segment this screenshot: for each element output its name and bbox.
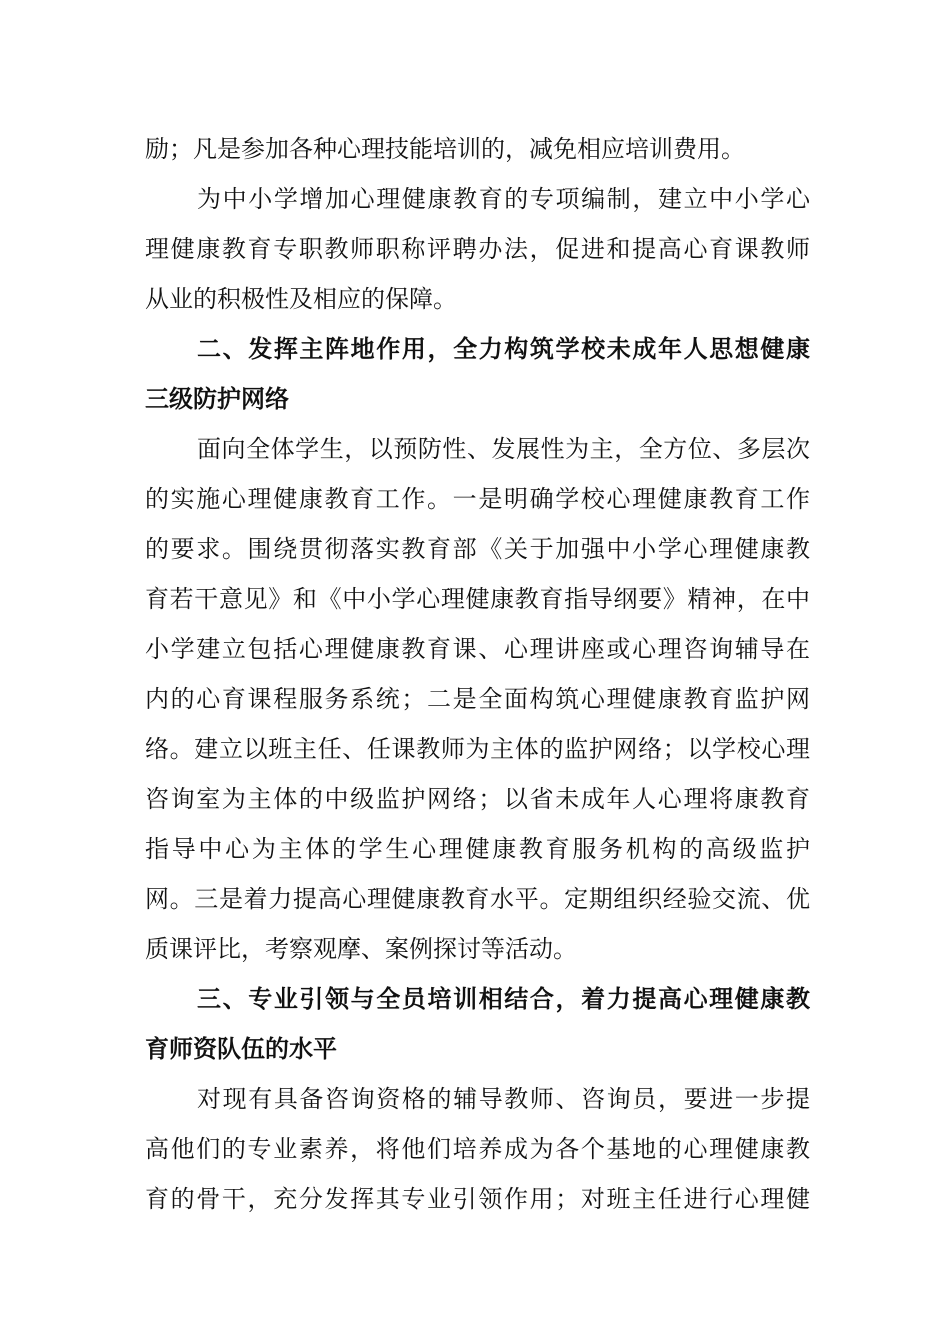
body-paragraph (145, 124, 810, 174)
text-line: 高他们的专业素养，将他们培养成为各个基地的心理健康教 (145, 1135, 810, 1163)
document-page (145, 124, 810, 1224)
section-heading (145, 974, 810, 1074)
heading-line: 三、专业引领与全员培训相结合，着力提高心理健康教 (197, 984, 810, 1013)
text-line: 理健康教育专职教师职称评聘办法，促进和提高心育课教师 (145, 235, 810, 263)
text-line: 的要求。围绕贯彻落实教育部《关于加强中小学心理健康教 (145, 535, 810, 563)
text-line: 为中小学增加心理健康教育的专项编制，建立中小学心 (197, 185, 810, 213)
text-line: 指导中心为主体的学生心理健康教育服务机构的高级监护 (145, 835, 810, 863)
text-line: 内的心育课程服务系统；二是全面构筑心理健康教育监护网 (145, 685, 810, 713)
text-line: 的实施心理健康教育工作。一是明确学校心理健康教育工作 (145, 485, 810, 513)
text-line: 育若干意见》和《中小学心理健康教育指导纲要》精神，在中 (145, 585, 810, 613)
text-line: 育的骨干，充分发挥其专业引领作用；对班主任进行心理健 (145, 1185, 810, 1213)
text-line: 对现有具备咨询资格的辅导教师、咨询员，要进一步提 (197, 1085, 810, 1113)
body-paragraph (145, 424, 810, 974)
heading-line: 育师资队伍的水平 (145, 1034, 337, 1063)
body-paragraph (145, 174, 810, 324)
text-line: 咨询室为主体的中级监护网络；以省未成年人心理将康教育 (145, 785, 810, 813)
text-line: 从业的积极性及相应的保障。 (145, 285, 457, 313)
section-heading (145, 324, 810, 424)
heading-line: 三级防护网络 (145, 384, 289, 413)
text-line: 励；凡是参加各种心理技能培训的，减免相应培训费用。 (145, 135, 745, 163)
body-paragraph (145, 1074, 810, 1224)
text-line: 小学建立包括心理健康教育课、心理讲座或心理咨询辅导在 (145, 635, 810, 663)
heading-line: 二、发挥主阵地作用，全力构筑学校未成年人思想健康 (197, 334, 810, 363)
text-line: 网。三是着力提高心理健康教育水平。定期组织经验交流、优 (145, 885, 810, 913)
text-line: 络。建立以班主任、任课教师为主体的监护网络；以学校心理 (145, 735, 810, 763)
text-line: 面向全体学生，以预防性、发展性为主，全方位、多层次 (197, 435, 810, 463)
text-line: 质课评比，考察观摩、案例探讨等活动。 (145, 935, 577, 963)
